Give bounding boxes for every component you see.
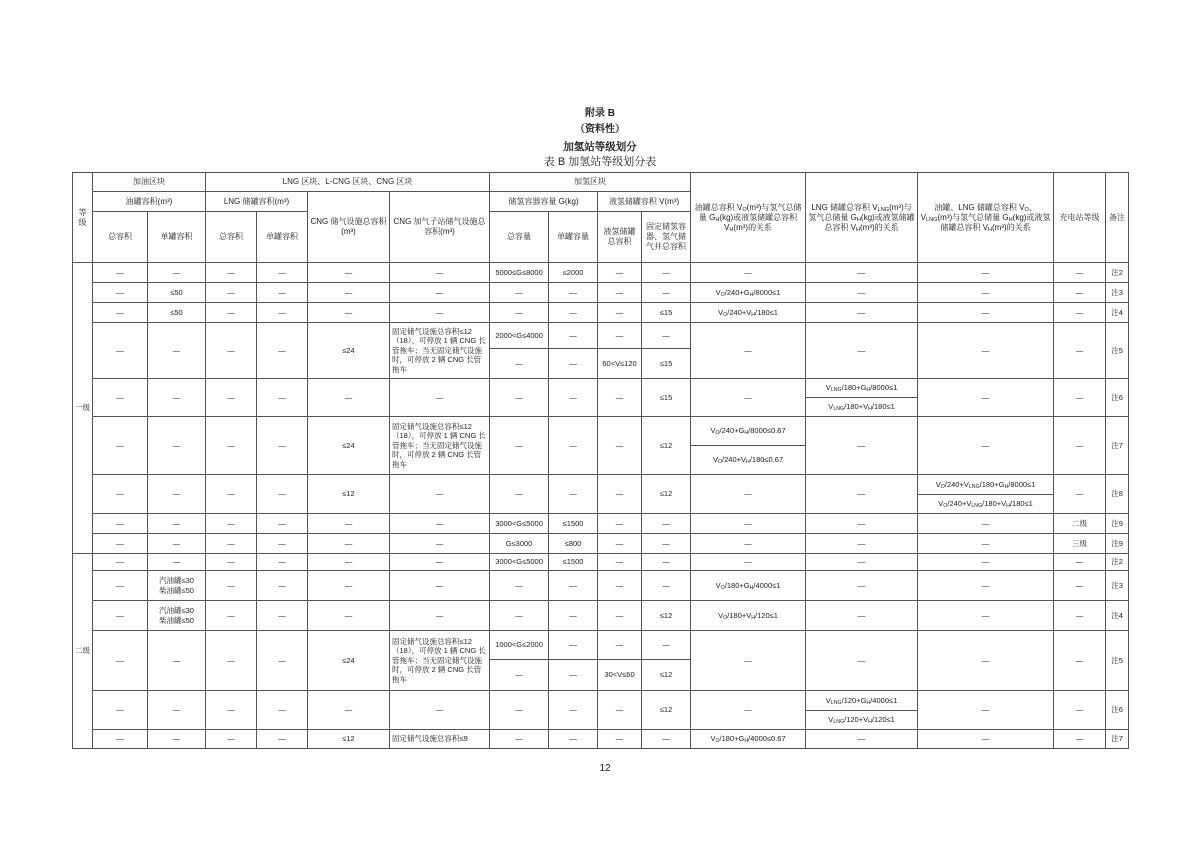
h2-total-header: 总容量	[490, 212, 549, 263]
lh2-total-cell: —	[598, 534, 642, 554]
fuel-total-cell: —	[93, 571, 148, 601]
h2-single-cell: —	[549, 349, 598, 379]
grade-cell: 二级	[73, 554, 93, 749]
table-caption: 表 B 加氢站等级划分表	[543, 156, 657, 168]
fuel-lng-h2-relation-header: 油罐、LNG 储罐总容积 $V_O$、$V_{LNG}(m^3)$与氢气总储量 $G_H(kg)$或液氢储罐总容积 $V_H(m^3)$的关系	[918, 173, 1054, 263]
fuel-h2-relation-cell: $V_O/240+G_H/8000\le 1$	[691, 283, 806, 303]
charging-grade-cell: 三级	[1054, 534, 1106, 554]
lng-single-cell: —	[257, 475, 308, 514]
h2-single-cell: ≤800	[549, 534, 598, 554]
cng-storage-cell: ≤12	[308, 475, 390, 514]
cng-substation-cell: 固定储气设施总容积≤9	[390, 730, 490, 749]
cng-storage-cell: ≤24	[308, 417, 390, 475]
charging-grade-cell: 二级	[1054, 514, 1106, 534]
fuel-total-cell: —	[93, 554, 148, 571]
fuel-single-cell: —	[148, 730, 206, 749]
lng-h2-relation-cell: —	[806, 631, 918, 691]
cng-substation-cell: —	[390, 554, 490, 571]
fuel-single-cell: —	[148, 631, 206, 691]
lh2-total-cell: —	[598, 263, 642, 283]
h2-single-cell: —	[549, 475, 598, 514]
h2-fixed-storage-cell: —	[642, 571, 691, 601]
table-row	[73, 534, 1129, 554]
fuel-single-cell: —	[148, 554, 206, 571]
h2-fixed-storage-cell: —	[642, 323, 691, 349]
h2-single-cell: —	[549, 303, 598, 323]
lh2-total-cell: 30<V≤60	[598, 660, 642, 691]
fuel-h2-relation-cell: —	[691, 691, 806, 730]
cng-storage-cell: —	[308, 303, 390, 323]
h2-single-cell: —	[549, 631, 598, 660]
lng-single-cell: —	[257, 534, 308, 554]
lng-single-cell: —	[257, 554, 308, 571]
table-row	[73, 631, 1129, 660]
cng-substation-cell: 固定储气设施总容积≤12（18），可停放 1 辆 CNG 长管拖车；当无固定储气设施时，可停放 2 辆 CNG 长管拖车	[390, 323, 490, 379]
table-row	[73, 571, 1129, 601]
lng-total-cell: —	[206, 554, 257, 571]
appendix-nature: （资料性）	[575, 124, 625, 135]
lng-h2-relation-cell: —	[806, 417, 918, 475]
fuel-single-cell: —	[148, 417, 206, 475]
cng-storage-cell: ≤24	[308, 323, 390, 379]
note-cell: 注3	[1106, 283, 1129, 303]
h2-total-cell: 5000≤G≤8000	[490, 263, 549, 283]
h2-single-cell: —	[549, 379, 598, 417]
h2-single-cell: —	[549, 571, 598, 601]
fuel-total-cell: —	[93, 514, 148, 534]
note-cell: 注4	[1106, 303, 1129, 323]
lh2-total-cell: —	[598, 554, 642, 571]
lh2-total-cell: —	[598, 571, 642, 601]
lng-h2-relation-cell: —	[806, 534, 918, 554]
lng-single-cell: —	[257, 514, 308, 534]
hydrogen-station-grade-table	[72, 172, 1129, 749]
lh2-tank-volume-header: 液氢储罐容积 V(m³)	[598, 192, 691, 212]
table-row	[73, 601, 1129, 631]
table-row	[73, 514, 1129, 534]
gas-block-header: LNG 区块、L-CNG 区块、CNG 区块	[206, 173, 490, 192]
table-row	[73, 475, 1129, 495]
fuel-lng-h2-relation-cell: —	[918, 554, 1054, 571]
fuel-lng-h2-relation-cell: $V_O/240+V_{LNG}/180+V_H/180\le 1$	[918, 495, 1054, 514]
lng-total-header: 总容积	[206, 212, 257, 263]
fuel-lng-h2-relation-cell: —	[918, 263, 1054, 283]
fuel-h2-relation-cell: —	[691, 554, 806, 571]
h2-fixed-storage-cell: —	[642, 263, 691, 283]
h2-total-cell: —	[490, 379, 549, 417]
lng-single-cell: —	[257, 730, 308, 749]
charging-grade-cell: —	[1054, 601, 1106, 631]
fuel-h2-relation-cell: —	[691, 534, 806, 554]
cng-storage-cell: ≤12	[308, 730, 390, 749]
note-cell: 注7	[1106, 730, 1129, 749]
fuel-h2-relation-cell: —	[691, 514, 806, 534]
lh2-total-cell: —	[598, 379, 642, 417]
lng-h2-relation-cell: $V_{LNG}/120+G_H/4000\le 1$	[806, 691, 918, 711]
charging-grade-cell: —	[1054, 417, 1106, 475]
charging-grade-cell: —	[1054, 323, 1106, 379]
cng-storage-cell: —	[308, 571, 390, 601]
cng-substation-volume-header: CNG 加气子站储气设施总容积(m³)	[390, 192, 490, 263]
fuel-total-cell: —	[93, 417, 148, 475]
fuel-lng-h2-relation-cell: —	[918, 730, 1054, 749]
fuel-total-cell: —	[93, 323, 148, 379]
h2-total-cell: —	[490, 691, 549, 730]
h2-total-cell: 2000<G≤4000	[490, 323, 549, 349]
charging-grade-cell: —	[1054, 631, 1106, 691]
fuel-lng-h2-relation-cell: —	[918, 514, 1054, 534]
table-row	[73, 283, 1129, 303]
h2-fixed-storage-cell: —	[642, 730, 691, 749]
fuel-single-cell: —	[148, 475, 206, 514]
fuel-h2-relation-cell: —	[691, 631, 806, 691]
fuel-lng-h2-relation-cell: —	[918, 379, 1054, 417]
appendix-title: 附录 B	[585, 108, 615, 119]
cng-storage-cell: —	[308, 601, 390, 631]
h2-single-header: 单罐容量	[549, 212, 598, 263]
fuel-lng-h2-relation-cell: —	[918, 303, 1054, 323]
fuel-single-cell: —	[148, 323, 206, 379]
note-cell: 注9	[1106, 534, 1129, 554]
lng-total-cell: —	[206, 263, 257, 283]
h2-total-cell: —	[490, 417, 549, 475]
note-cell: 注7	[1106, 417, 1129, 475]
lng-total-cell: —	[206, 534, 257, 554]
table-row	[73, 554, 1129, 571]
lh2-total-cell: —	[598, 691, 642, 730]
lng-h2-relation-cell: —	[806, 571, 918, 601]
fuel-h2-relation-cell: $V_O/180+G_H/4000\le 0.67$	[691, 730, 806, 749]
charging-grade-cell: —	[1054, 691, 1106, 730]
cng-substation-cell: —	[390, 571, 490, 601]
fuel-single-cell: —	[148, 534, 206, 554]
fuel-h2-relation-cell: $V_O/240+G_H/8000\le 0.67$	[691, 417, 806, 446]
h2-total-cell: —	[490, 601, 549, 631]
lng-total-cell: —	[206, 601, 257, 631]
lng-h2-relation-header: LNG 储罐总容积 $V_{LNG}(m^3)$与氢气总储量 $G_H(kg)$或液氢储罐总容积 $V_H(m^3)$的关系	[806, 173, 918, 263]
h2-single-cell: —	[549, 283, 598, 303]
lh2-total-cell: —	[598, 303, 642, 323]
lng-total-cell: —	[206, 417, 257, 475]
fuel-h2-relation-cell: —	[691, 379, 806, 417]
fuel-total-cell: —	[93, 534, 148, 554]
h2-fixed-storage-cell: ≤12	[642, 475, 691, 514]
lng-total-cell: —	[206, 514, 257, 534]
note-cell: 注8	[1106, 475, 1129, 514]
table-row	[73, 417, 1129, 446]
charging-grade-cell: —	[1054, 730, 1106, 749]
lng-single-cell: —	[257, 631, 308, 691]
lng-h2-relation-cell: —	[806, 554, 918, 571]
fuel-total-cell: —	[93, 730, 148, 749]
lng-total-cell: —	[206, 303, 257, 323]
h2-fixed-storage-cell: ≤12	[642, 691, 691, 730]
lng-h2-relation-cell: $V_{LNG}/120+V_H/120\le 1$	[806, 711, 918, 730]
fuel-single-header: 单罐容积	[148, 212, 206, 263]
h2-total-cell: 1000<G≤2000	[490, 631, 549, 660]
charging-grade-cell: —	[1054, 283, 1106, 303]
fuel-single-cell: ≤50	[148, 283, 206, 303]
note-cell: 注6	[1106, 691, 1129, 730]
fuel-total-cell: —	[93, 691, 148, 730]
cng-substation-cell: —	[390, 534, 490, 554]
h2-single-cell: —	[549, 417, 598, 475]
fuel-h2-relation-cell: —	[691, 323, 806, 379]
fuel-total-cell: —	[93, 303, 148, 323]
charging-grade-cell: —	[1054, 379, 1106, 417]
cng-storage-cell: —	[308, 263, 390, 283]
table-row	[73, 691, 1129, 711]
fuel-lng-h2-relation-cell: —	[918, 571, 1054, 601]
h2-fixed-storage-cell: —	[642, 514, 691, 534]
fuel-total-cell: —	[93, 601, 148, 631]
fuel-lng-h2-relation-cell: —	[918, 691, 1054, 730]
h2-total-cell: —	[490, 283, 549, 303]
h2-fixed-storage-cell: ≤15	[642, 303, 691, 323]
h2-total-cell: —	[490, 571, 549, 601]
lh2-total-cell: —	[598, 417, 642, 475]
h2-total-cell: 3000<G≤5000	[490, 554, 549, 571]
h2-single-cell: —	[549, 660, 598, 691]
lng-single-cell: —	[257, 601, 308, 631]
fuel-single-cell: 汽油罐≤30 柴油罐≤50	[148, 571, 206, 601]
cng-substation-cell: —	[390, 475, 490, 514]
fuel-h2-relation-cell: $V_O/180+G_H/4000\le 1$	[691, 571, 806, 601]
h2-single-cell: —	[549, 730, 598, 749]
fuel-total-cell: —	[93, 283, 148, 303]
fuel-total-cell: —	[93, 475, 148, 514]
charging-grade-cell: —	[1054, 475, 1106, 514]
fuel-total-cell: —	[93, 631, 148, 691]
h2-fixed-storage-cell: ≤12	[642, 417, 691, 475]
cng-substation-cell: —	[390, 263, 490, 283]
lng-single-cell: —	[257, 303, 308, 323]
h2-total-cell: —	[490, 475, 549, 514]
lng-h2-relation-cell: $V_{LNG}/180+V_H/180\le 1$	[806, 398, 918, 417]
fuel-single-cell: —	[148, 514, 206, 534]
fuel-lng-h2-relation-cell: —	[918, 601, 1054, 631]
lng-h2-relation-cell: —	[806, 323, 918, 379]
cng-storage-volume-header: CNG 储气设施总容积(m³)	[308, 192, 390, 263]
h2-total-cell: —	[490, 349, 549, 379]
lh2-total-cell: —	[598, 730, 642, 749]
cng-storage-cell: ≤24	[308, 631, 390, 691]
lng-tank-volume-header: LNG 储罐容积(m³)	[206, 192, 308, 212]
lng-total-cell: —	[206, 475, 257, 514]
fuel-lng-h2-relation-cell: —	[918, 631, 1054, 691]
fuel-tank-volume-header: 油罐容积(m³)	[93, 192, 206, 212]
header-row	[73, 173, 1129, 192]
fuel-h2-relation-header: 油罐总容积 $V_O(m^3)$与氢气总储量 $G_H(kg)$或液氢储罐总容积 $V_H(m^3)$的关系	[691, 173, 806, 263]
grade-cell: 一级	[73, 263, 93, 554]
charging-grade-header: 充电站等级	[1054, 173, 1106, 263]
lh2-total-cell: —	[598, 601, 642, 631]
h2-fixed-storage-cell: ≤12	[642, 601, 691, 631]
h2-single-cell: ≤1500	[549, 514, 598, 534]
h2-single-cell: —	[549, 601, 598, 631]
cng-storage-cell: —	[308, 379, 390, 417]
lng-total-cell: —	[206, 631, 257, 691]
lng-total-cell: —	[206, 283, 257, 303]
fuel-lng-h2-relation-cell: —	[918, 534, 1054, 554]
lh2-total-cell: —	[598, 323, 642, 349]
note-cell: 注5	[1106, 631, 1129, 691]
lng-h2-relation-cell: —	[806, 514, 918, 534]
lng-total-cell: —	[206, 323, 257, 379]
fuel-h2-relation-cell: —	[691, 475, 806, 514]
lh2-total-cell: —	[598, 475, 642, 514]
note-cell: 注3	[1106, 571, 1129, 601]
fuel-total-cell: —	[93, 263, 148, 283]
note-cell: 注9	[1106, 514, 1129, 534]
lng-single-cell: —	[257, 263, 308, 283]
fuel-lng-h2-relation-cell: —	[918, 283, 1054, 303]
cng-storage-cell: —	[308, 283, 390, 303]
fuel-single-cell: —	[148, 263, 206, 283]
h2-fixed-storage-cell: ≤15	[642, 379, 691, 417]
h2-fixed-storage-cell: —	[642, 534, 691, 554]
lng-single-cell: —	[257, 283, 308, 303]
cng-storage-cell: —	[308, 554, 390, 571]
cng-storage-cell: —	[308, 691, 390, 730]
cng-substation-cell: —	[390, 379, 490, 417]
h2-total-cell: —	[490, 303, 549, 323]
h2-total-cell: 3000<G≤5000	[490, 514, 549, 534]
h2-single-cell: ≤2000	[549, 263, 598, 283]
cng-substation-cell: —	[390, 303, 490, 323]
fuel-single-cell: —	[148, 379, 206, 417]
fuel-single-cell: ≤50	[148, 303, 206, 323]
lng-total-cell: —	[206, 730, 257, 749]
cng-substation-cell: 固定储气设施总容积≤12（18），可停放 1 辆 CNG 长管拖车；当无固定储气设施时，可停放 2 辆 CNG 长管拖车	[390, 417, 490, 475]
charging-grade-cell: —	[1054, 263, 1106, 283]
fuel-h2-relation-cell: $V_O/240+V_H/180\le 0.67$	[691, 446, 806, 475]
lng-h2-relation-cell: —	[806, 730, 918, 749]
note-header: 备注	[1106, 173, 1129, 263]
lh2-total-header: 液氢储罐总容积	[598, 212, 642, 263]
fuel-total-cell: —	[93, 379, 148, 417]
fuel-h2-relation-cell: $V_O/240+V_H/180\le 1$	[691, 303, 806, 323]
h2-total-cell: G≤3000	[490, 534, 549, 554]
fuel-h2-relation-cell: $V_O/180+V_H/120\le 1$	[691, 601, 806, 631]
lng-h2-relation-cell: $V_{LNG}/180+G_H/8000\le 1$	[806, 379, 918, 398]
cng-substation-cell: —	[390, 283, 490, 303]
table-row	[73, 379, 1129, 398]
note-cell: 注2	[1106, 263, 1129, 283]
cng-substation-cell: 固定储气设施总容积≤12（18），可停放 1 辆 CNG 长管拖车；当无固定储气设施时，可停放 2 辆 CNG 长管拖车	[390, 631, 490, 691]
lng-h2-relation-cell: —	[806, 263, 918, 283]
h2-container-capacity-header: 储氢容器容量 G(kg)	[490, 192, 598, 212]
h2-fixed-storage-cell: —	[642, 631, 691, 660]
h2-fixed-storage-cell: —	[642, 554, 691, 571]
cng-substation-cell: —	[390, 514, 490, 534]
cng-storage-cell: —	[308, 534, 390, 554]
lng-total-cell: —	[206, 691, 257, 730]
h2-total-cell: —	[490, 660, 549, 691]
lng-single-cell: —	[257, 691, 308, 730]
fuel-lng-h2-relation-cell: —	[918, 417, 1054, 475]
fuel-single-cell: 汽油罐≤30 柴油罐≤50	[148, 601, 206, 631]
charging-grade-cell: —	[1054, 554, 1106, 571]
table-row	[73, 323, 1129, 349]
lh2-total-cell: 60<V≤120	[598, 349, 642, 379]
page-number: 12	[599, 763, 611, 774]
lng-h2-relation-cell: —	[806, 601, 918, 631]
lng-single-cell: —	[257, 417, 308, 475]
fuel-block-header: 加油区块	[93, 173, 206, 192]
hydrogen-block-header: 加氢区块	[490, 173, 691, 192]
fuel-h2-relation-cell: —	[691, 263, 806, 283]
fuel-lng-h2-relation-cell: $V_O/240+V_{LNG}/180+G_H/8000\le 1$	[918, 475, 1054, 495]
h2-fixed-storage-header: 固定储氢容器、氢气储气井总容积	[642, 212, 691, 263]
lng-total-cell: —	[206, 379, 257, 417]
table-body	[73, 263, 1129, 749]
h2-single-cell: ≤1500	[549, 554, 598, 571]
note-cell: 注4	[1106, 601, 1129, 631]
lh2-total-cell: —	[598, 514, 642, 534]
lh2-total-cell: —	[598, 283, 642, 303]
lng-single-cell: —	[257, 379, 308, 417]
lng-single-header: 单罐容积	[257, 212, 308, 263]
cng-substation-cell: —	[390, 601, 490, 631]
fuel-single-cell: —	[148, 691, 206, 730]
charging-grade-cell: —	[1054, 303, 1106, 323]
h2-single-cell: —	[549, 691, 598, 730]
h2-fixed-storage-cell: ≤12	[642, 660, 691, 691]
table-row	[73, 263, 1129, 283]
h2-single-cell: —	[549, 323, 598, 349]
lng-h2-relation-cell: —	[806, 475, 918, 514]
h2-fixed-storage-cell: ≤15	[642, 349, 691, 379]
lng-h2-relation-cell: —	[806, 283, 918, 303]
lng-total-cell: —	[206, 571, 257, 601]
cng-storage-cell: —	[308, 514, 390, 534]
cng-substation-cell: —	[390, 691, 490, 730]
table-row	[73, 730, 1129, 749]
lng-single-cell: —	[257, 571, 308, 601]
lng-single-cell: —	[257, 323, 308, 379]
appendix-heading: 加氢站等级划分	[563, 141, 637, 153]
charging-grade-cell: —	[1054, 571, 1106, 601]
h2-fixed-storage-cell: —	[642, 283, 691, 303]
fuel-total-header: 总容积	[93, 212, 148, 263]
fuel-lng-h2-relation-cell: —	[918, 323, 1054, 379]
note-cell: 注6	[1106, 379, 1129, 417]
note-cell: 注5	[1106, 323, 1129, 379]
grade-header: 等级	[73, 173, 93, 263]
lh2-total-cell: —	[598, 631, 642, 660]
h2-total-cell: —	[490, 730, 549, 749]
table-row	[73, 303, 1129, 323]
lng-h2-relation-cell: —	[806, 303, 918, 323]
note-cell: 注2	[1106, 554, 1129, 571]
